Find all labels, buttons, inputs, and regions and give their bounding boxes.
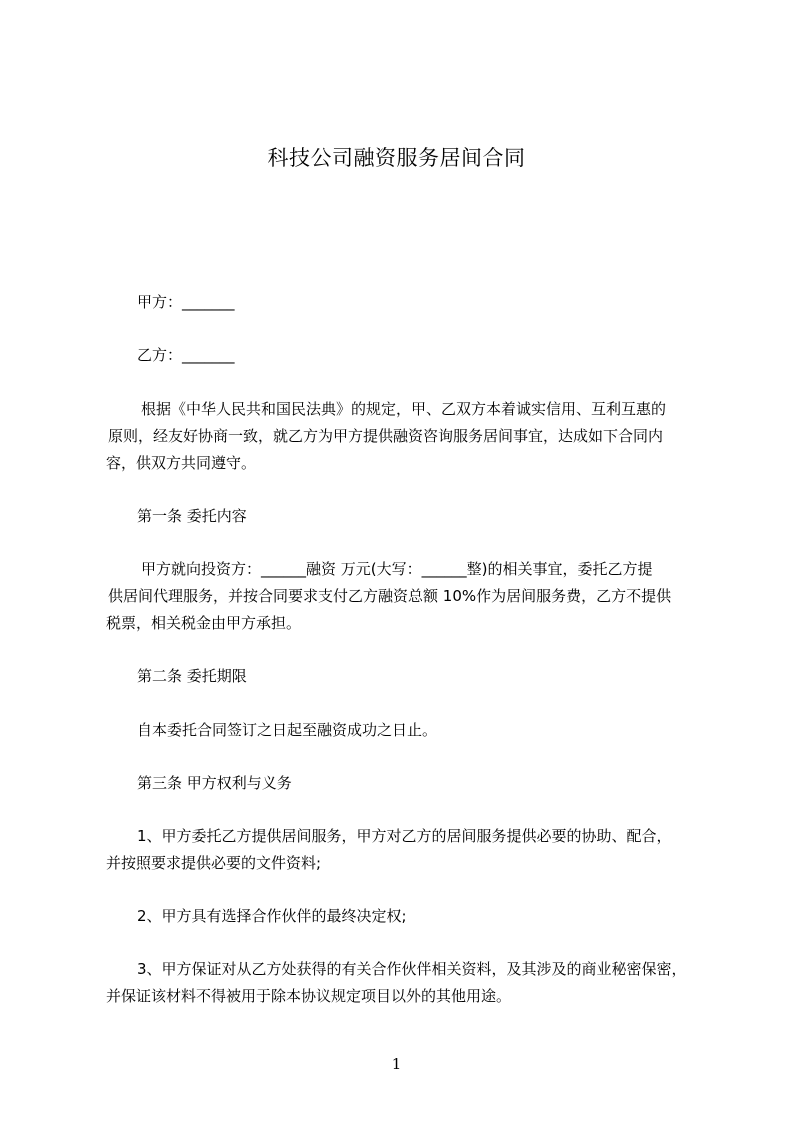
article-1-line-2: 供居间代理服务，并按合同要求支付乙方融资总额 10%作为居间服务费，乙方不提供 [108,587,672,605]
party-a-line: 甲方：_______ [137,293,235,311]
article-3-heading: 第三条 甲方权利与义务 [137,774,292,792]
page-number: 1 [391,1055,402,1073]
preamble-line-3: 容，供双方共同遵守。 [106,454,257,472]
article-2-body: 自本委托合同签订之日起至融资成功之日止。 [137,721,438,739]
article-3-item-1-line-2: 并按照要求提供必要的文件资料; [106,854,322,872]
article-3-item-3-line-2: 并保证该材料不得被用于除本协议规定项目以外的其他用途。 [106,987,512,1005]
preamble-line-2: 原则，经友好协商一致，就乙方为甲方提供融资咨询服务居间事宜，达成如下合同内 [108,427,664,445]
article-3-item-2: 2、甲方具有选择合作伙伴的最终决定权; [137,907,407,925]
party-b-line: 乙方：_______ [137,346,235,364]
article-1-line-3: 税票，相关税金由甲方承担。 [106,614,302,632]
article-3-item-3-line-1: 3、甲方保证对从乙方处获得的有关合作伙伴相关资料，及其涉及的商业秘密保密， [137,960,687,978]
article-1-heading: 第一条 委托内容 [137,507,247,525]
article-1-line-1: 甲方就向投资方：______融资 万元(大写：______整)的相关事宜，委托乙方提 [141,560,653,578]
document-title: 科技公司融资服务居间合同 [267,146,526,170]
preamble-line-1: 根据《中华人民共和国民法典》的规定，甲、乙双方本着诚实信用、互利互惠的 [141,400,667,418]
article-3-item-1-line-1: 1、甲方委托乙方提供居间服务，甲方对乙方的居间服务提供必要的协助、配合， [137,827,672,845]
article-2-heading: 第二条 委托期限 [137,667,247,685]
